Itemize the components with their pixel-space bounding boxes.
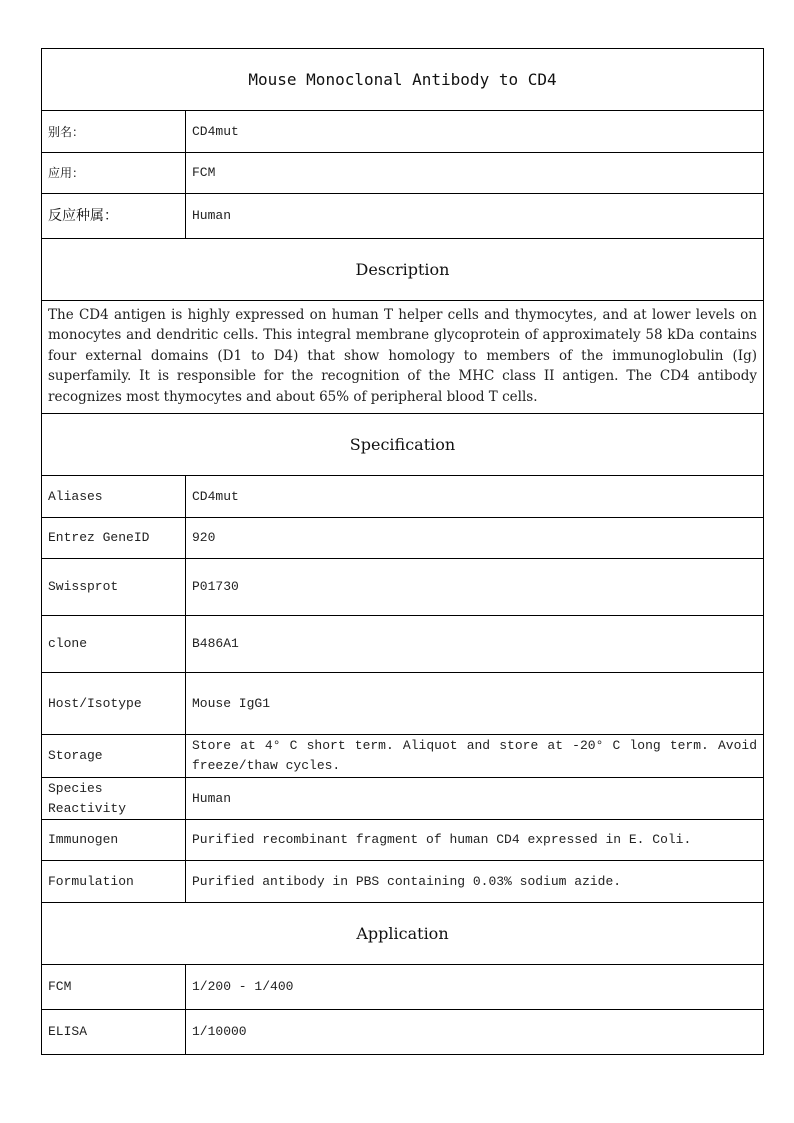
spec-value-swissprot: P01730 <box>186 559 764 616</box>
spec-value-immunogen: Purified recombinant fragment of human CD4 expressed in E. Coli. <box>186 820 764 861</box>
description-heading-row <box>42 239 764 301</box>
application-label-elisa: ELISA <box>42 1010 186 1055</box>
application-value-fcm: 1/200 - 1/400 <box>186 965 764 1010</box>
description-text: The CD4 antigen is highly expressed on human T helper cells and thymocytes, and at lower levels on monocytes and dendritic cells. This integral membrane glycoprotein of approximately 58 kDa contains four external domains (D1 to D4) that show homology to members of the immunoglobulin (Ig) superfamily. It is responsible for the recognition of the MHC class II antigen. The CD4 antibody recognizes most thymocytes and about 65% of peripheral blood T cells. <box>42 301 764 414</box>
specification-heading-row <box>42 414 764 476</box>
datasheet-table <box>41 48 764 1055</box>
page-title: Mouse Monoclonal Antibody to CD4 <box>42 49 764 111</box>
spec-label-host-isotype: Host/Isotype <box>42 673 186 735</box>
spec-row <box>42 778 764 820</box>
spec-row <box>42 861 764 903</box>
spec-label-swissprot: Swissprot <box>42 559 186 616</box>
spec-row <box>42 735 764 778</box>
spec-row <box>42 673 764 735</box>
description-heading: Description <box>42 239 764 301</box>
spec-label-formulation: Formulation <box>42 861 186 903</box>
spec-row <box>42 518 764 559</box>
spec-value-storage: Store at 4° C short term. Aliquot and store at -20° C long term. Avoid freeze/thaw cycles. <box>186 735 764 778</box>
application-heading: Application <box>42 903 764 965</box>
spec-row <box>42 559 764 616</box>
application-value-elisa: 1/10000 <box>186 1010 764 1055</box>
spec-value-species-reactivity: Human <box>186 778 764 820</box>
spec-label-storage: Storage <box>42 735 186 778</box>
spec-value-aliases: CD4mut <box>186 476 764 518</box>
info-label-alias: 别名： <box>42 111 186 153</box>
title-row <box>42 49 764 111</box>
spec-row <box>42 820 764 861</box>
application-row <box>42 1010 764 1055</box>
info-row-reactivity <box>42 194 764 239</box>
specification-heading: Specification <box>42 414 764 476</box>
spec-label-species-reactivity: Species Reactivity <box>42 778 186 820</box>
spec-row <box>42 476 764 518</box>
spec-row <box>42 616 764 673</box>
spec-label-entrez-geneid: Entrez GeneID <box>42 518 186 559</box>
info-label-reactivity: 反应种属： <box>42 194 186 239</box>
info-value-application: FCM <box>186 153 764 194</box>
info-value-alias: CD4mut <box>186 111 764 153</box>
info-label-application: 应用： <box>42 153 186 194</box>
spec-value-clone: B486A1 <box>186 616 764 673</box>
spec-value-formulation: Purified antibody in PBS containing 0.03% sodium azide. <box>186 861 764 903</box>
spec-label-clone: clone <box>42 616 186 673</box>
spec-value-host-isotype: Mouse IgG1 <box>186 673 764 735</box>
spec-label-immunogen: Immunogen <box>42 820 186 861</box>
info-value-reactivity: Human <box>186 194 764 239</box>
application-label-fcm: FCM <box>42 965 186 1010</box>
application-heading-row <box>42 903 764 965</box>
description-row <box>42 301 764 414</box>
application-row <box>42 965 764 1010</box>
spec-label-aliases: Aliases <box>42 476 186 518</box>
spec-value-entrez-geneid: 920 <box>186 518 764 559</box>
info-row-alias <box>42 111 764 153</box>
info-row-application <box>42 153 764 194</box>
